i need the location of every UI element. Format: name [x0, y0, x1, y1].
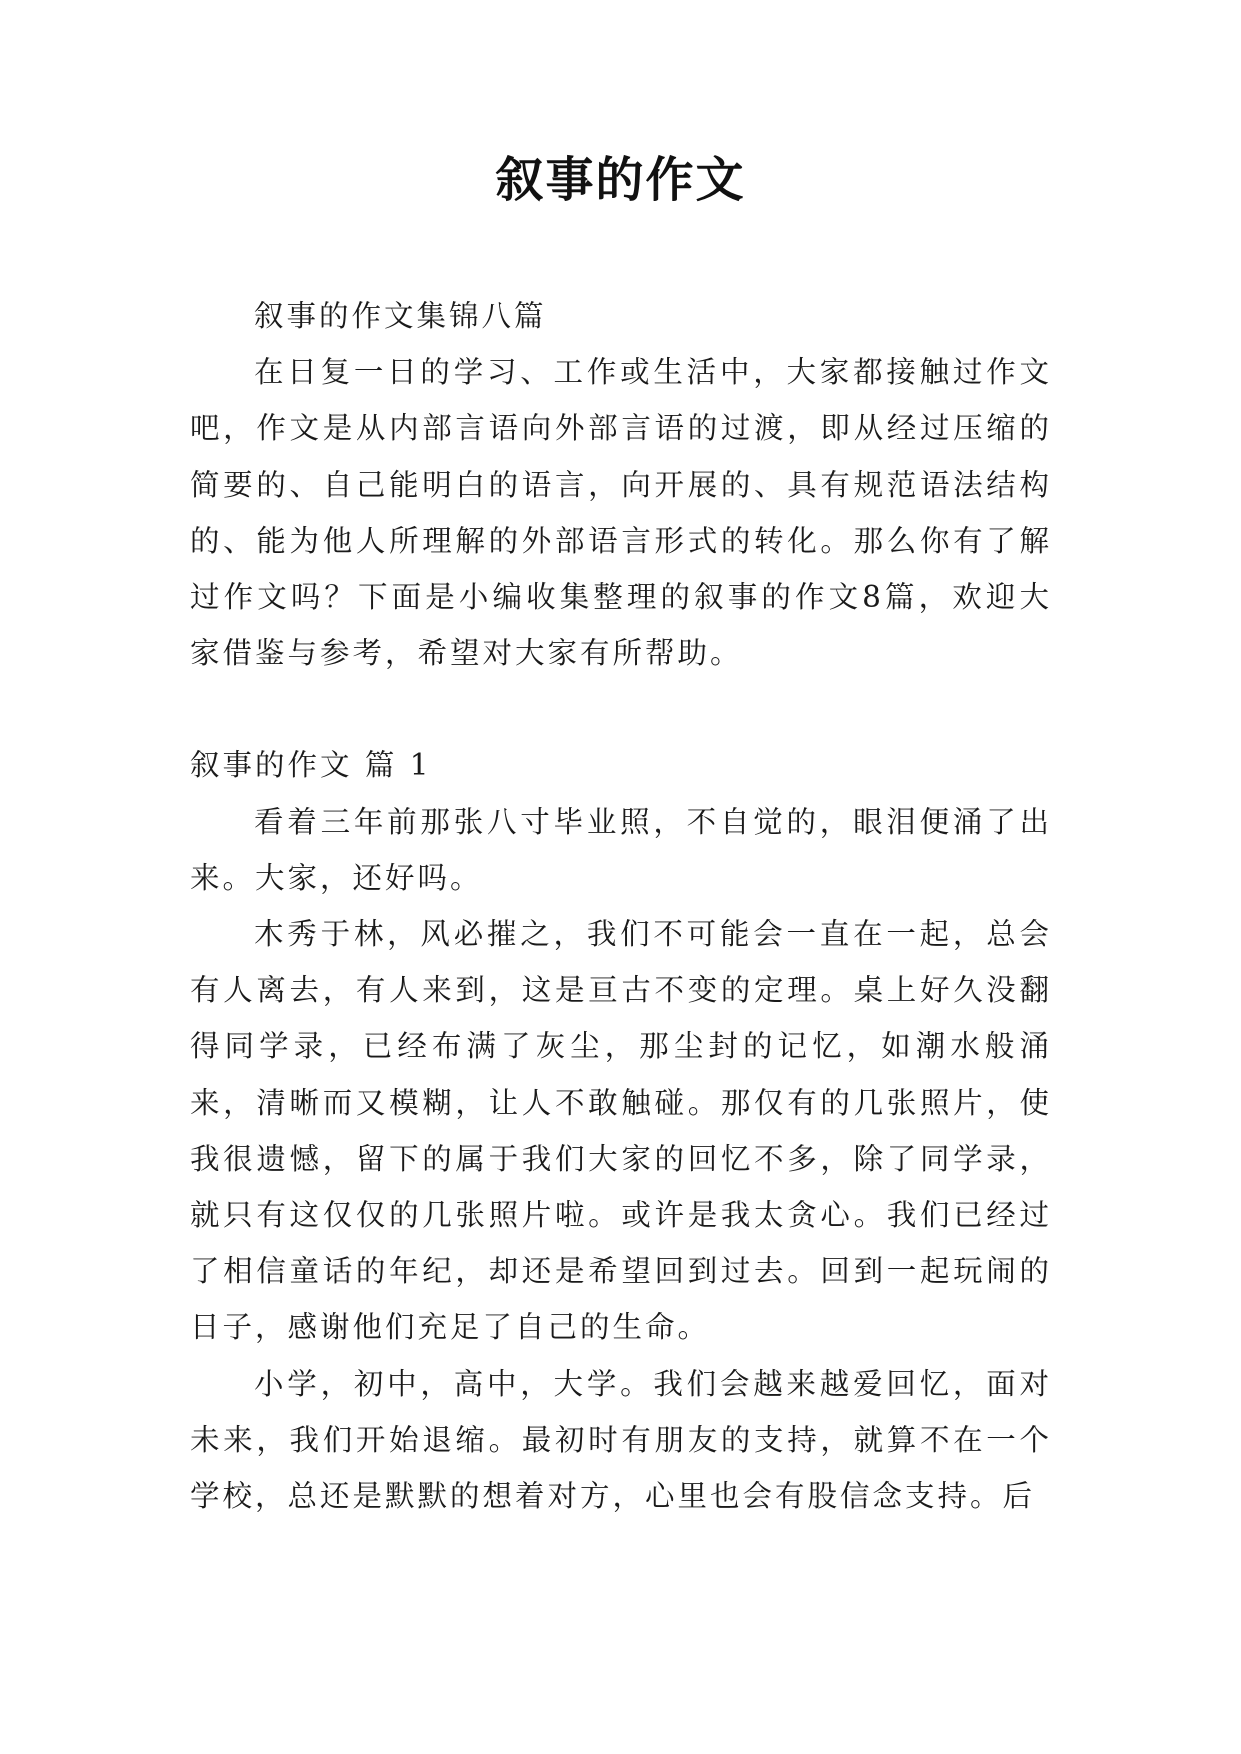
section-paragraph: 小学，初中，高中，大学。我们会越来越爱回忆，面对未来，我们开始退缩。最初时有朋友的支持，就算不在一个学校，总还是默默的想着对方，心里也会有股信念支持。后 — [190, 1366, 1052, 1514]
section-heading: 叙事的作文 篇 1 — [190, 748, 432, 783]
section-spacer — [190, 681, 1052, 737]
section-paragraph: 看着三年前那张八寸毕业照，不自觉的，眼泪便涌了出来。大家，还好吗。 — [190, 804, 1052, 895]
document-body — [190, 288, 1052, 1524]
intro-paragraph: 在日复一日的学习、工作或生活中，大家都接触过作文吧，作文是从内部言语向外部言语的过渡，即从经过压缩的简要的、自己能明白的语言，向开展的、具有规范语法结构的、能为他人所理解的外部语言形式的转化。那么你有了解过作文吗？下面是小编收集整理的叙事的作文8篇，欢迎大家借鉴与参考，希望对大家有所帮助。 — [190, 355, 1052, 671]
document-subtitle: 叙事的作文集锦八篇 — [254, 299, 547, 333]
section-paragraph: 木秀于林，风必摧之，我们不可能会一直在一起，总会有人离去，有人来到，这是亘古不变的定理。桌上好久没翻得同学录，已经布满了灰尘，那尘封的记忆，如潮水般涌来，清晰而又模糊，让人不敢触碰。那仅有的几张照片，使我很遗憾，留下的属于我们大家的回忆不多，除了同学录，就只有这仅仅的几张照片啦。或许是我太贪心。我们已经过了相信童话的年纪，却还是希望回到过去。回到一起玩闹的日子，感谢他们充足了自己的生命。 — [190, 917, 1052, 1345]
document-title: 叙事的作文 — [495, 152, 746, 208]
